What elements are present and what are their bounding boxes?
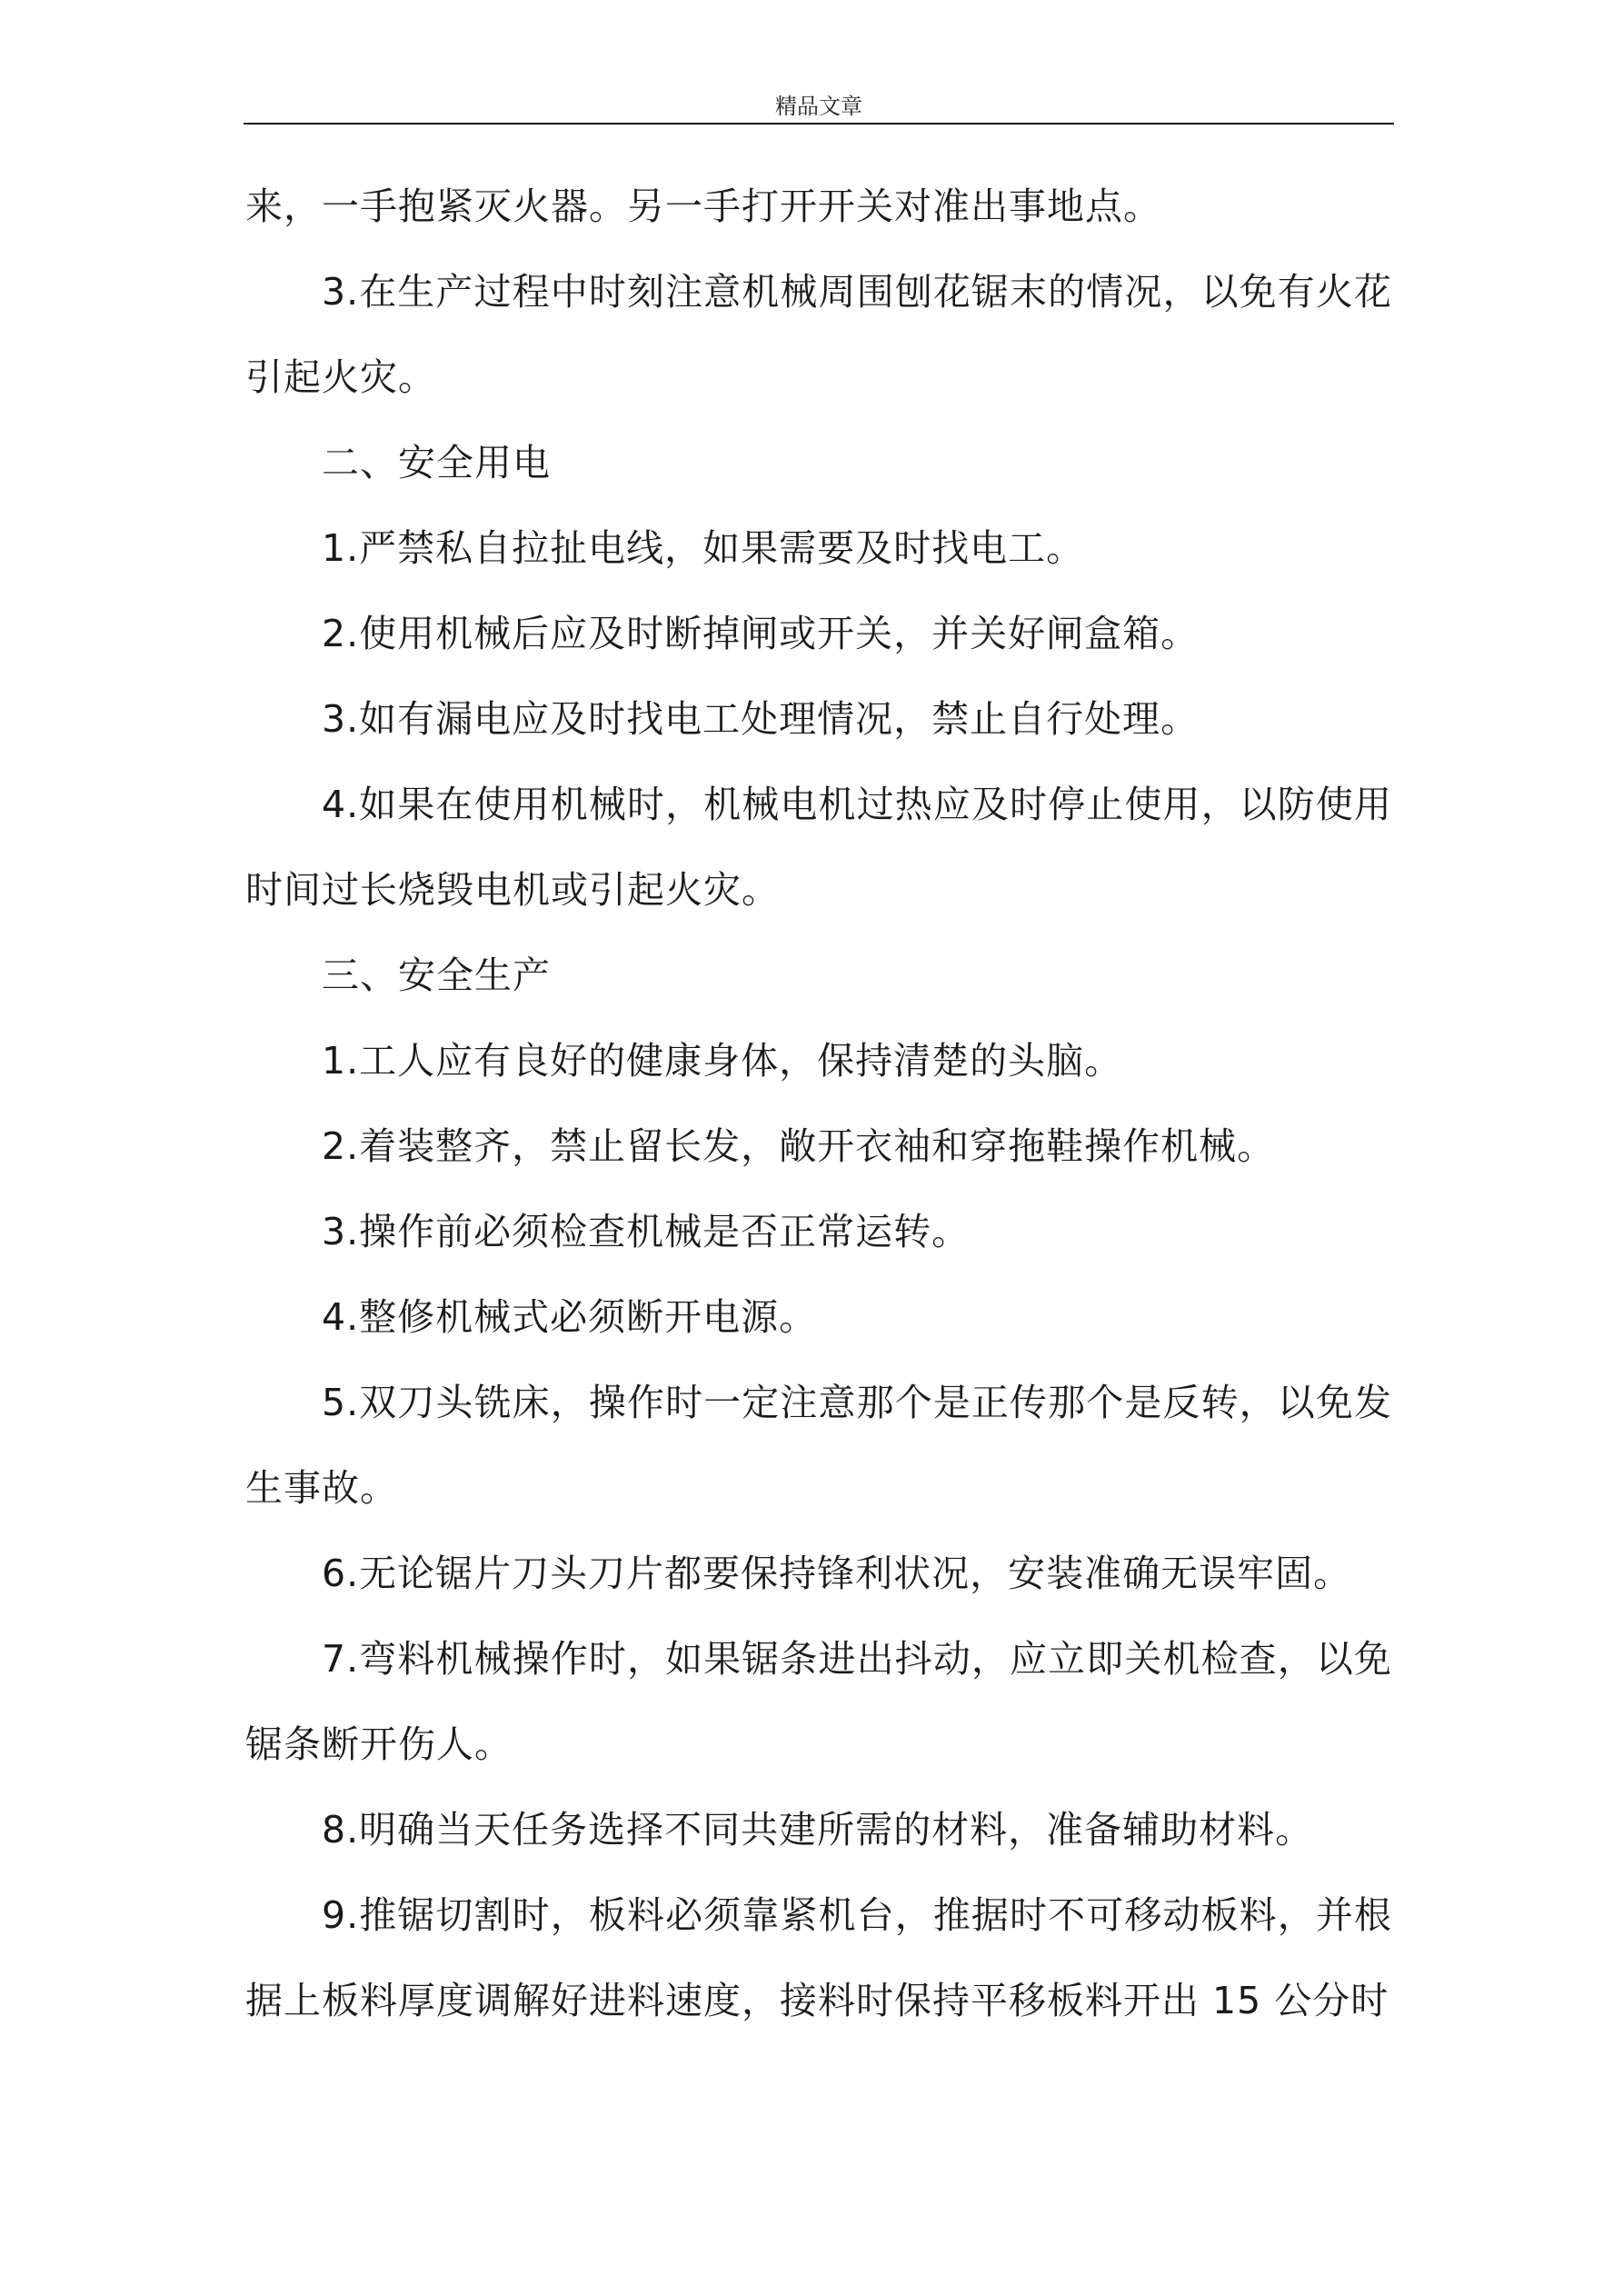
paragraph-6: 3.如有漏电应及时找电工处理情况，禁止自行处理。: [322, 697, 1200, 741]
paragraph-12: 4.整修机械式必须断开电源。: [322, 1295, 818, 1339]
page-header-title: 精品文章: [775, 94, 862, 119]
paragraph-13: 5.双刀头铣床，操作时一定注意那个是正传那个是反转，以免发生事故。: [245, 1381, 1392, 1510]
paragraph-14: 6.无论锯片刀头刀片都要保持锋利状况，安装准确无误牢固。: [322, 1552, 1352, 1595]
paragraph-5: 2.使用机械后应及时断掉闸或开关，并关好闸盒箱。: [322, 612, 1200, 655]
paragraph-2: 3.在生产过程中时刻注意机械周围刨花锯末的情况，以免有火花引起火灾。: [245, 270, 1392, 399]
paragraph-1: 来，一手抱紧灭火器。另一手打开开关对准出事地点。: [245, 185, 1161, 228]
paragraph-4: 1.严禁私自拉扯电线，如果需要及时找电工。: [322, 526, 1085, 570]
paragraph-17: 9.推锯切割时，板料必须靠紧机台，推据时不可移动板料，并根据上板料厚度调解好进料速度，接料时保持平移板料开出 15 公分时: [245, 1893, 1392, 2022]
document-body: [245, 164, 1392, 2043]
paragraph-16: 8.明确当天任务选择不同共建所需的材料，准备辅助材料。: [322, 1808, 1314, 1852]
paragraph-11: 3.操作前必须检查机械是否正常运转。: [322, 1210, 971, 1253]
header-divider: [244, 123, 1394, 125]
paragraph-15: 7.弯料机械操作时，如果锯条进出抖动，应立即关机检查，以免锯条断开伤人。: [245, 1637, 1392, 1766]
section-heading-electric-safety: 二、安全用电: [322, 441, 551, 484]
paragraph-9: 1.工人应有良好的健康身体，保持清楚的头脑。: [322, 1039, 1123, 1083]
section-heading-production-safety: 三、安全生产: [322, 953, 551, 997]
paragraph-7: 4.如果在使用机械时，机械电机过热应及时停止使用，以防使用时间过长烧毁电机或引起火灾。: [245, 783, 1392, 912]
paragraph-10: 2.着装整齐，禁止留长发，敞开衣袖和穿拖鞋操作机械。: [322, 1124, 1276, 1168]
